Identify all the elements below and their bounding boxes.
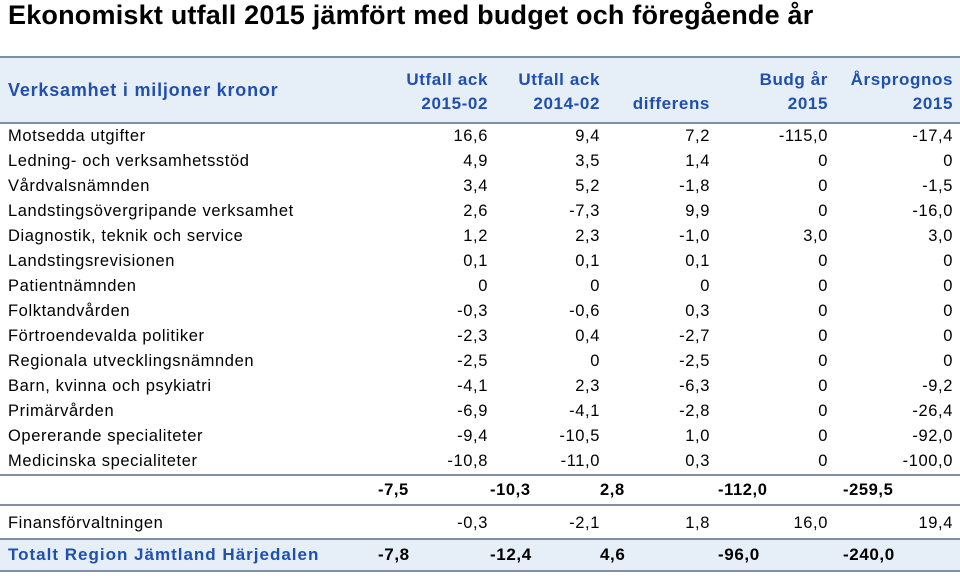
table-row [0, 424, 960, 449]
row-cell: 0 [943, 277, 953, 295]
total-label: Totalt Region Jämtland Härjedalen [8, 545, 320, 564]
table-row [0, 324, 960, 349]
header-col-line: differens [632, 94, 710, 113]
table-row [0, 249, 960, 274]
row-label: Diagnostik, teknik och service [8, 227, 244, 245]
row-cell: -0,6 [569, 302, 600, 320]
subtotal-cell: -112,0 [718, 481, 768, 499]
header-col-line: Utfall ack [518, 70, 600, 89]
row-cell: -16,0 [912, 202, 953, 220]
row-cell: 4,9 [463, 152, 488, 170]
row-label: Opererande specialiteter [8, 427, 204, 445]
header-col-line: 2014-02 [533, 94, 600, 113]
row-cell: -7,3 [569, 202, 600, 220]
row-cell: 2,3 [575, 377, 600, 395]
total-cell: -240,0 [843, 545, 895, 564]
row-cell: 0 [590, 277, 600, 295]
row-cell: 0,4 [575, 327, 600, 345]
table-row [0, 449, 960, 474]
subtotal-cell: 2,8 [600, 481, 625, 499]
row-label: Ledning- och verksamhetsstöd [8, 152, 250, 170]
row-label: Landstingsövergripande verksamhet [8, 202, 294, 220]
subtotal-row [0, 474, 960, 506]
row-cell: -1,5 [922, 177, 953, 195]
row-cell: -2,5 [679, 352, 710, 370]
header-col-line: 2015 [787, 94, 828, 113]
row-label: Landstingsrevisionen [8, 252, 176, 270]
row-cell: 0 [943, 152, 953, 170]
row-cell: -1,0 [679, 227, 710, 245]
table-row [0, 299, 960, 324]
row-cell: 1,2 [463, 227, 488, 245]
row-cell: 3,0 [928, 227, 953, 245]
finance-cell: -2,1 [569, 514, 600, 532]
row-label: Barn, kvinna och psykiatri [8, 377, 212, 395]
table-row [0, 124, 960, 149]
row-label: Regionala utvecklingsnämnden [8, 352, 255, 370]
row-cell: -6,9 [457, 402, 488, 420]
row-cell: -1,8 [679, 177, 710, 195]
row-cell: -115,0 [778, 127, 828, 145]
header-col-line [600, 68, 710, 92]
subtotal-cell: -10,3 [490, 481, 531, 499]
row-cell: -17,4 [912, 127, 953, 145]
row-cell: 1,0 [685, 427, 710, 445]
row-cell: -0,3 [457, 302, 488, 320]
total-row [0, 538, 960, 572]
row-cell: 0 [590, 352, 600, 370]
row-cell: 0 [478, 277, 488, 295]
table-row [0, 349, 960, 374]
row-cell: 0 [818, 252, 828, 270]
total-cell: -96,0 [718, 545, 760, 564]
row-label: Medicinska specialiteter [8, 452, 198, 470]
row-cell: 0 [943, 327, 953, 345]
header-col-arsprognos [843, 68, 953, 116]
row-cell: 0,1 [575, 252, 600, 270]
finance-cell: -0,3 [457, 514, 488, 532]
row-cell: 0 [818, 277, 828, 295]
header-col-line: Årsprognos [850, 70, 953, 89]
table-row [0, 224, 960, 249]
table-row [0, 149, 960, 174]
total-cell: 4,6 [600, 545, 626, 564]
header-col-utfall-2014 [490, 68, 600, 116]
row-label: Förtroendevalda politiker [8, 327, 205, 345]
header-col-line: 2015 [912, 94, 953, 113]
row-cell: 0 [700, 277, 710, 295]
table-row [0, 399, 960, 424]
row-cell: 0 [818, 177, 828, 195]
row-cell: -9,2 [922, 377, 953, 395]
row-cell: 0,1 [463, 252, 488, 270]
row-cell: 0 [818, 302, 828, 320]
row-cell: -100,0 [902, 452, 953, 470]
finance-cell: 19,4 [918, 514, 953, 532]
row-cell: 2,3 [575, 227, 600, 245]
header-col-line: 2015-02 [421, 94, 488, 113]
finance-cell: 16,0 [793, 514, 828, 532]
header-label: Verksamhet i miljoner kronor [8, 80, 279, 100]
row-cell: 3,0 [803, 227, 828, 245]
row-cell: 9,4 [575, 127, 600, 145]
row-label: Motsedda utgifter [8, 127, 146, 145]
subtotal-cell: -7,5 [378, 481, 409, 499]
row-cell: 0 [818, 152, 828, 170]
finance-label: Finansförvaltningen [8, 514, 164, 532]
row-cell: 0 [818, 327, 828, 345]
row-cell: 3,5 [575, 152, 600, 170]
finance-cell: 1,8 [685, 514, 710, 532]
row-cell: -4,1 [569, 402, 600, 420]
row-cell: 7,2 [685, 127, 710, 145]
row-cell: -2,8 [679, 402, 710, 420]
row-cell: 0 [818, 352, 828, 370]
row-cell: -6,3 [679, 377, 710, 395]
row-cell: 0 [818, 202, 828, 220]
row-cell: -10,8 [447, 452, 488, 470]
row-cell: 2,6 [463, 202, 488, 220]
row-cell: -9,4 [457, 427, 488, 445]
row-cell: -11,0 [560, 452, 600, 470]
table-row [0, 374, 960, 399]
row-cell: 0,3 [685, 302, 710, 320]
row-cell: 9,9 [685, 202, 710, 220]
row-cell: -4,1 [457, 377, 488, 395]
table-body [0, 124, 960, 474]
row-cell: -26,4 [912, 402, 953, 420]
row-cell: 5,2 [575, 177, 600, 195]
header-col-line: Utfall ack [406, 70, 488, 89]
table-header [0, 56, 960, 124]
row-cell: 0,3 [685, 452, 710, 470]
row-label: Patientnämnden [8, 277, 137, 295]
row-cell: 0 [943, 252, 953, 270]
header-col-utfall-2015 [378, 68, 488, 116]
row-cell: 0 [943, 302, 953, 320]
row-cell: -2,5 [457, 352, 488, 370]
row-cell: -2,7 [679, 327, 710, 345]
row-label: Folktandvården [8, 302, 131, 320]
header-col-differens [600, 68, 710, 116]
row-label: Primärvården [8, 402, 115, 420]
row-cell: -2,3 [457, 327, 488, 345]
budget-table [0, 56, 960, 572]
row-cell: 0 [818, 377, 828, 395]
header-col-budget [718, 68, 828, 116]
row-cell: -10,5 [559, 427, 600, 445]
row-cell: 0 [818, 452, 828, 470]
page-title: Ekonomiskt utfall 2015 jämfört med budget och föregående år [8, 0, 814, 30]
row-label: Vårdvalsnämnden [8, 177, 150, 195]
total-cell: -7,8 [378, 545, 410, 564]
row-cell: 0 [818, 427, 828, 445]
row-cell: 1,4 [685, 152, 710, 170]
row-cell: 16,6 [453, 127, 488, 145]
subtotal-cell: -259,5 [843, 481, 894, 499]
table-row [0, 274, 960, 299]
header-col-line: Budg år [759, 70, 828, 89]
table-row [0, 174, 960, 199]
table-row [0, 199, 960, 224]
row-cell: 0 [943, 352, 953, 370]
row-cell: 0,1 [685, 252, 710, 270]
row-cell: 3,4 [463, 177, 488, 195]
row-cell: 0 [818, 402, 828, 420]
total-cell: -12,4 [490, 545, 532, 564]
row-cell: -92,0 [912, 427, 953, 445]
finance-row [0, 506, 960, 538]
